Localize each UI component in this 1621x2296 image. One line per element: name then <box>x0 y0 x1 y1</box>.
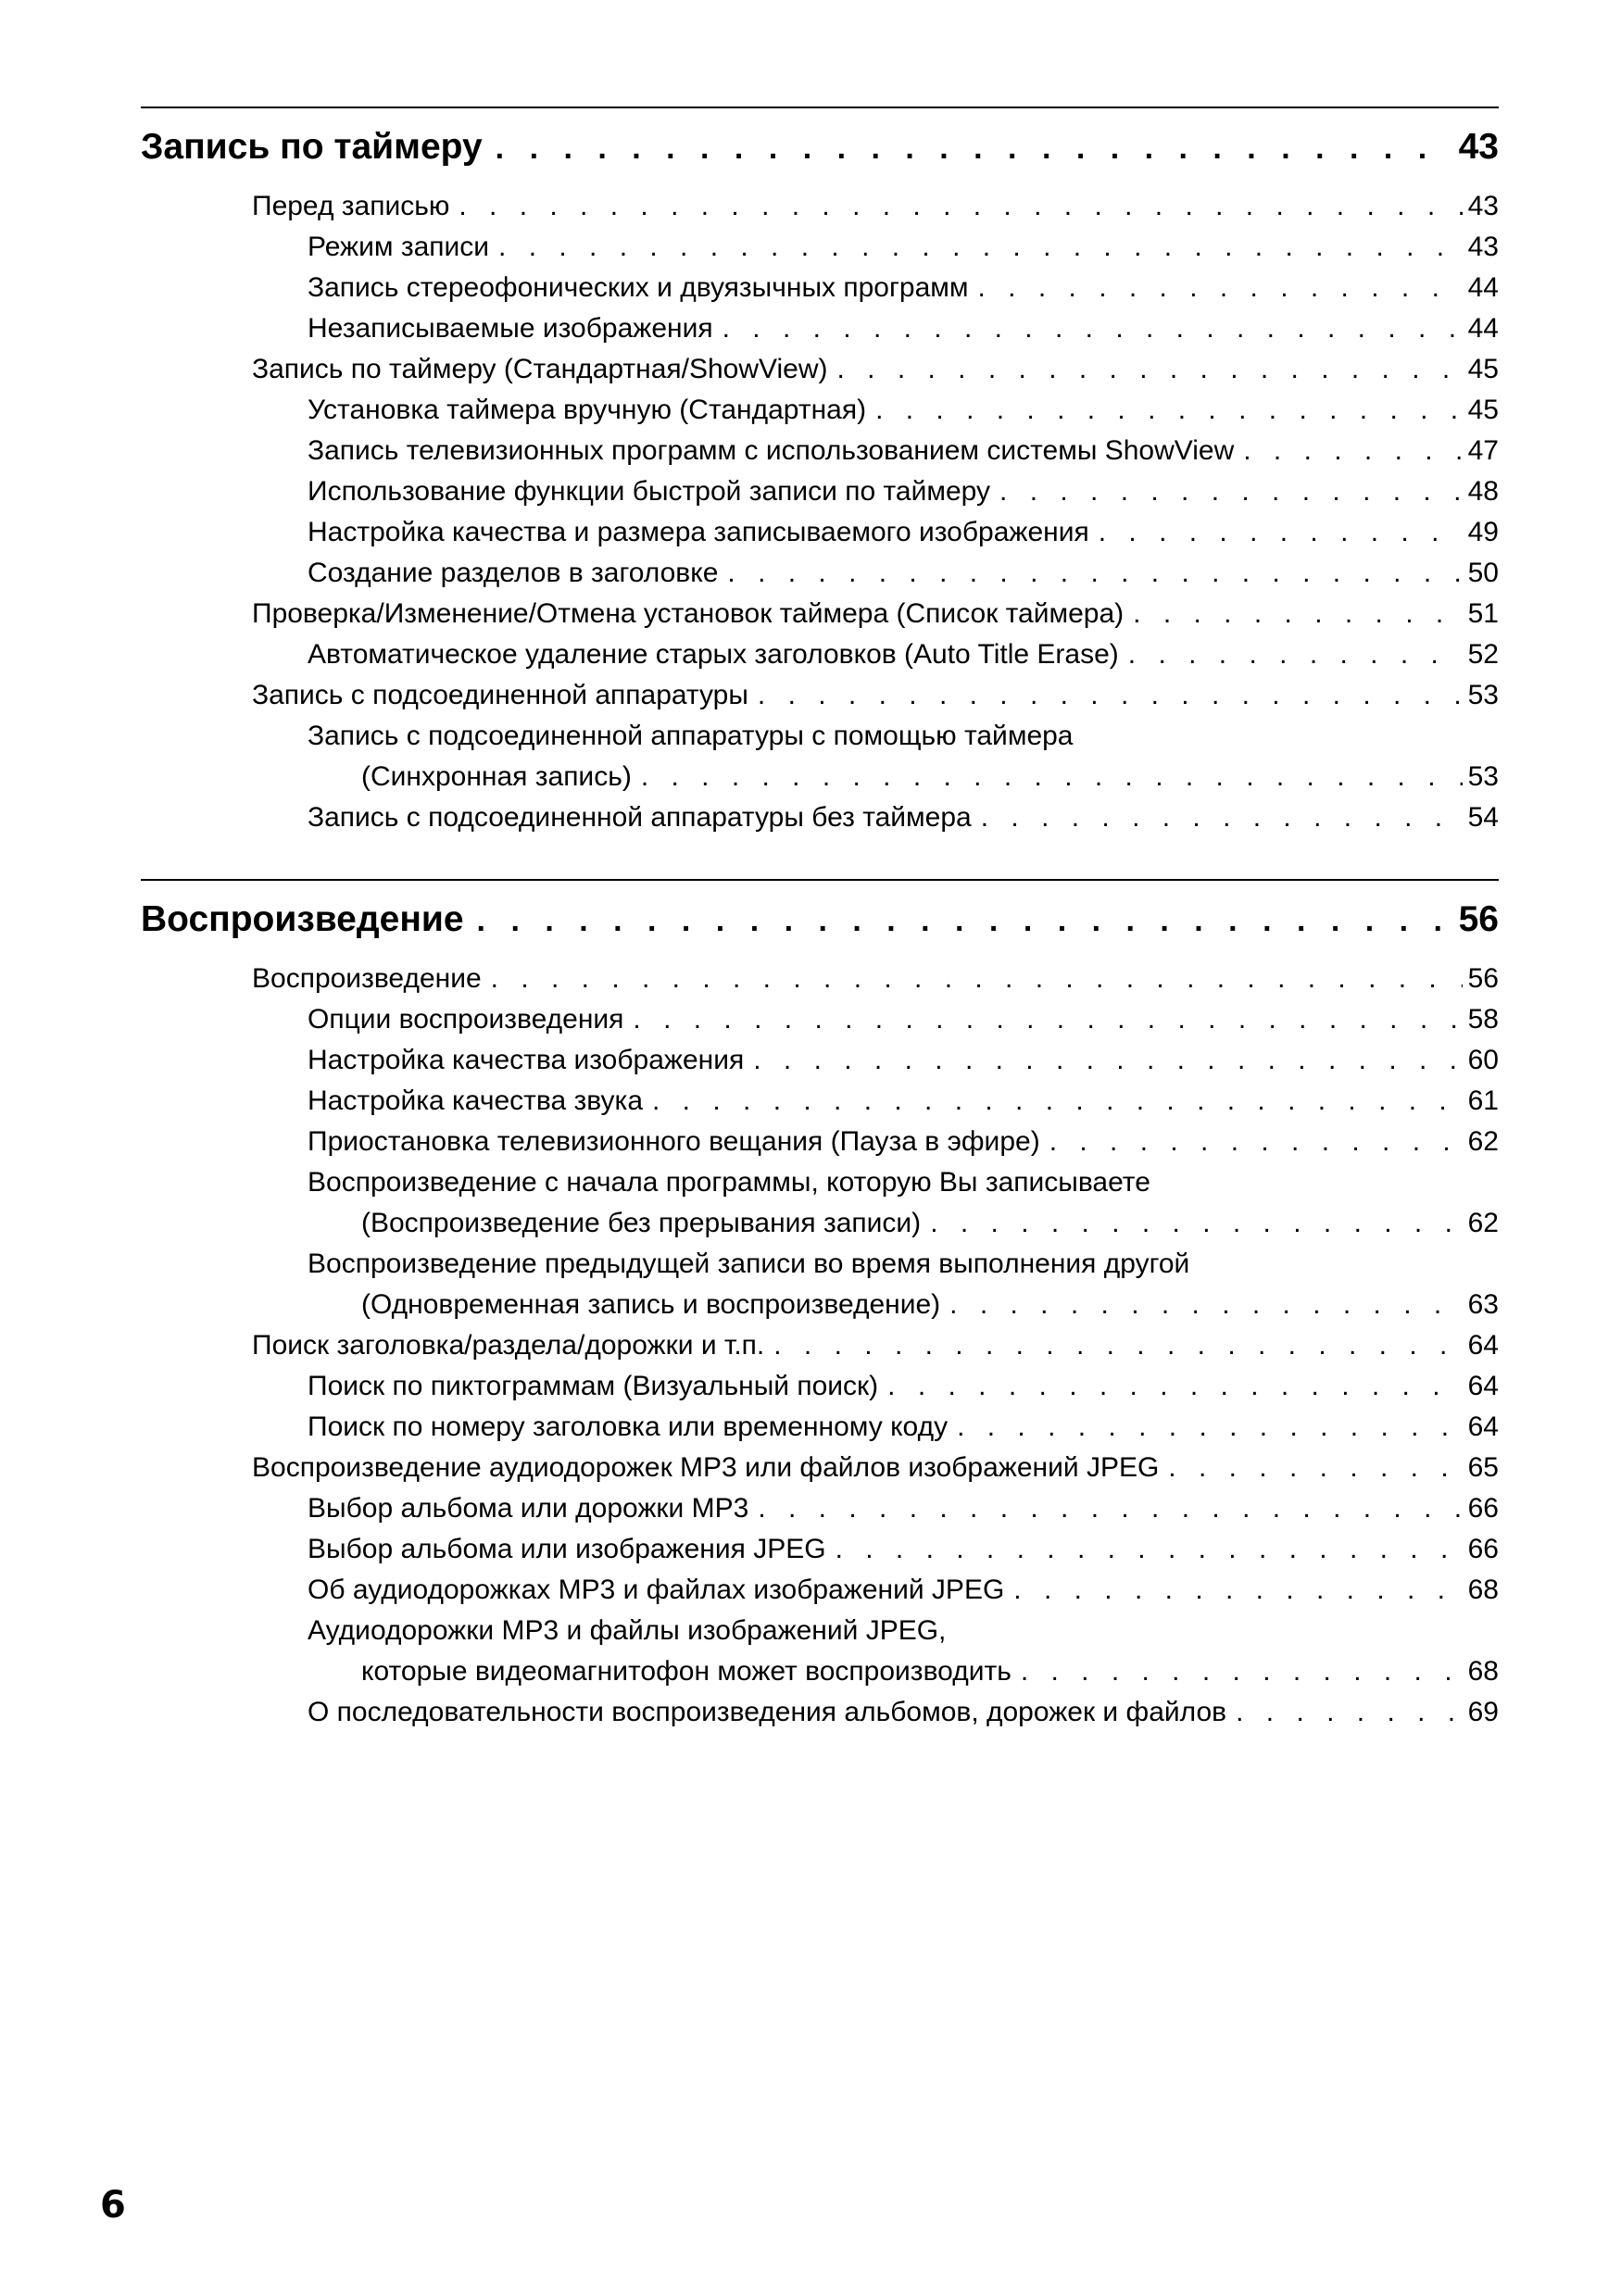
toc-entry-page: 44 <box>1467 272 1499 303</box>
toc-entry[interactable] <box>141 999 1499 1040</box>
toc-entry-page: 52 <box>1467 639 1499 670</box>
toc-entry-page: 66 <box>1467 1493 1499 1524</box>
toc-entry[interactable] <box>141 1081 1499 1122</box>
dot-leader <box>875 390 1463 431</box>
dot-leader <box>496 109 1446 187</box>
dot-leader <box>652 1081 1463 1122</box>
dot-leader <box>1236 1692 1463 1733</box>
toc-entry-title: Выбор альбома или дорожки MP3 <box>308 1493 749 1524</box>
toc-entry[interactable] <box>141 512 1499 553</box>
dot-leader <box>930 1203 1462 1244</box>
toc-entry-page: 62 <box>1467 1208 1499 1238</box>
toc-entry-title: (Воспроизведение без прерывания записи) <box>361 1208 922 1238</box>
toc-section <box>141 107 1499 838</box>
toc-entry[interactable] <box>141 757 1499 797</box>
dot-leader <box>491 959 1463 999</box>
toc-entry[interactable] <box>141 1366 1499 1407</box>
toc-entry[interactable] <box>141 1040 1499 1081</box>
toc-entry-page: 69 <box>1467 1697 1499 1727</box>
toc-entry-page: 45 <box>1467 395 1499 425</box>
toc-entry[interactable] <box>141 594 1499 634</box>
toc-section-heading[interactable] <box>141 108 1499 186</box>
toc-entry[interactable] <box>141 716 1499 757</box>
toc-entry-title: Проверка/Изменение/Отмена установок таймера (Список таймера) <box>252 598 1125 629</box>
toc-entry[interactable] <box>141 1122 1499 1162</box>
toc-entry[interactable] <box>141 553 1499 594</box>
toc-entry[interactable] <box>141 1611 1499 1651</box>
toc-section-title: Воспроизведение <box>141 899 464 939</box>
toc-entry-title: Об аудиодорожках MP3 и файлах изображений JPEG <box>308 1575 1005 1605</box>
toc-entry[interactable] <box>141 1203 1499 1244</box>
toc-entry-title: Запись с подсоединенной аппаратуры с помощью таймера <box>308 721 1074 751</box>
toc-entry-title: Аудиодорожки MP3 и файлы изображений JPEG, <box>308 1615 947 1646</box>
toc-entry-page: 64 <box>1467 1411 1499 1442</box>
toc-entry-page: 60 <box>1467 1045 1499 1075</box>
table-of-contents <box>141 107 1499 1733</box>
toc-entry[interactable] <box>141 675 1499 716</box>
toc-entry-page: 68 <box>1467 1656 1499 1687</box>
toc-entry-list <box>141 959 1499 1733</box>
dot-leader <box>477 882 1446 960</box>
toc-entry-page: 53 <box>1467 761 1499 792</box>
toc-entry-page: 48 <box>1467 476 1499 507</box>
dot-leader <box>1168 1448 1462 1488</box>
dot-leader <box>949 1285 1462 1325</box>
toc-entry-page: 61 <box>1467 1085 1499 1116</box>
dot-leader <box>773 1325 1462 1366</box>
dot-leader <box>837 349 1463 390</box>
toc-entry[interactable] <box>141 1244 1499 1285</box>
toc-entry[interactable] <box>141 1325 1499 1366</box>
dot-leader <box>981 797 1463 838</box>
toc-entry-title: Воспроизведение аудиодорожек MP3 или файлов изображений JPEG <box>252 1452 1160 1483</box>
toc-entry-title: Воспроизведение <box>252 963 482 994</box>
toc-entry-title: Запись по таймеру (Стандартная/ShowView) <box>252 354 828 384</box>
toc-entry[interactable] <box>141 186 1499 227</box>
toc-entry-page: 64 <box>1467 1371 1499 1401</box>
dot-leader <box>498 227 1463 268</box>
toc-entry-list <box>141 186 1499 838</box>
toc-section <box>141 879 1499 1733</box>
toc-entry-page: 66 <box>1467 1534 1499 1564</box>
toc-entry-page: 50 <box>1467 558 1499 588</box>
dot-leader <box>1243 431 1462 471</box>
dot-leader <box>999 471 1463 512</box>
toc-entry-title: Запись с подсоединенной аппаратуры без таймера <box>308 802 972 833</box>
toc-entry[interactable] <box>141 1407 1499 1448</box>
dot-leader <box>1049 1122 1463 1162</box>
toc-entry[interactable] <box>141 227 1499 268</box>
dot-leader <box>1013 1570 1462 1611</box>
toc-entry-page: 43 <box>1467 191 1499 221</box>
dot-leader <box>978 268 1463 308</box>
dot-leader <box>758 675 1463 716</box>
toc-entry-title: Установка таймера вручную (Стандартная) <box>308 395 867 425</box>
dot-leader <box>633 999 1462 1040</box>
toc-entry[interactable] <box>141 1162 1499 1203</box>
toc-entry[interactable] <box>141 431 1499 471</box>
toc-entry-title: Запись с подсоединенной аппаратуры <box>252 680 748 710</box>
toc-entry-page: 64 <box>1467 1330 1499 1361</box>
toc-entry-page: 54 <box>1467 802 1499 833</box>
dot-leader <box>727 553 1462 594</box>
dot-leader <box>957 1407 1463 1448</box>
toc-entry-title: Воспроизведение предыдущей записи во время выполнения другой <box>308 1248 1190 1279</box>
dot-leader <box>1099 512 1463 553</box>
dot-leader <box>758 1488 1462 1529</box>
toc-section-page: 56 <box>1458 899 1499 939</box>
toc-entry-title: Запись стереофонических и двуязычных программ <box>308 272 969 303</box>
toc-entry-page: 58 <box>1467 1004 1499 1035</box>
toc-entry-title: Незаписываемые изображения <box>308 313 713 344</box>
toc-section-heading[interactable] <box>141 881 1499 959</box>
dot-leader <box>887 1366 1462 1407</box>
dot-leader <box>723 308 1463 349</box>
dot-leader <box>641 757 1463 797</box>
toc-entry-page: 56 <box>1467 963 1499 994</box>
toc-entry-title: Воспроизведение с начала программы, которую Вы записываете <box>308 1167 1150 1198</box>
toc-entry-title: Опции воспроизведения <box>308 1004 624 1035</box>
toc-entry-title: Поиск по номеру заголовка или временному коду <box>308 1411 949 1442</box>
toc-entry-title: Запись телевизионных программ с использованием системы ShowView <box>308 435 1235 466</box>
toc-entry[interactable] <box>141 1570 1499 1611</box>
toc-entry-title: (Синхронная запись) <box>361 761 632 792</box>
toc-section-title: Запись по таймеру <box>141 127 483 167</box>
toc-entry-title: Приостановка телевизионного вещания (Пауза в эфире) <box>308 1126 1040 1157</box>
toc-entry-page: 47 <box>1467 435 1499 466</box>
toc-entry[interactable] <box>141 797 1499 838</box>
toc-entry[interactable] <box>141 390 1499 431</box>
toc-entry[interactable] <box>141 349 1499 390</box>
toc-entry-title: О последовательности воспроизведения альбомов, дорожек и файлов <box>308 1697 1227 1727</box>
toc-entry[interactable] <box>141 308 1499 349</box>
toc-entry-page: 43 <box>1467 232 1499 262</box>
toc-entry-title: Создание разделов в заголовке <box>308 558 719 588</box>
toc-entry-page: 68 <box>1467 1575 1499 1605</box>
dot-leader <box>836 1529 1463 1570</box>
toc-entry-title: Настройка качества и размера записываемого изображения <box>308 517 1089 547</box>
toc-entry-title: Использование функции быстрой записи по таймеру <box>308 476 991 507</box>
toc-entry-title: Поиск заголовка/раздела/дорожки и т.п. <box>252 1330 765 1361</box>
toc-entry-title: Поиск по пиктограммам (Визуальный поиск) <box>308 1371 879 1401</box>
toc-entry-title: Режим записи <box>308 232 490 262</box>
dot-leader <box>1128 634 1463 675</box>
toc-entry[interactable] <box>141 634 1499 675</box>
toc-entry-page: 49 <box>1467 517 1499 547</box>
toc-entry-page: 65 <box>1467 1452 1499 1483</box>
toc-entry[interactable] <box>141 1692 1499 1733</box>
toc-entry-page: 53 <box>1467 680 1499 710</box>
toc-entry[interactable] <box>141 1651 1499 1692</box>
toc-entry-page: 51 <box>1467 598 1499 629</box>
toc-entry-title: которые видеомагнитофон может воспроизводить <box>361 1656 1012 1687</box>
dot-leader <box>1133 594 1462 634</box>
toc-entry[interactable] <box>141 959 1499 999</box>
toc-entry-title: Автоматическое удаление старых заголовков (Auto Title Erase) <box>308 639 1119 670</box>
toc-entry-title: Настройка качества звука <box>308 1085 644 1116</box>
toc-entry-page: 45 <box>1467 354 1499 384</box>
toc-entry-title: Перед записью <box>252 191 450 221</box>
toc-entry-page: 62 <box>1467 1126 1499 1157</box>
toc-entry-page: 63 <box>1467 1289 1499 1320</box>
toc-entry-title: Настройка качества изображения <box>308 1045 745 1075</box>
toc-entry-title: Выбор альбома или изображения JPEG <box>308 1534 826 1564</box>
toc-section-page: 43 <box>1458 127 1499 167</box>
dot-leader <box>753 1040 1462 1081</box>
dot-leader <box>1021 1651 1463 1692</box>
toc-entry[interactable] <box>141 1529 1499 1570</box>
toc-entry[interactable] <box>141 1285 1499 1325</box>
toc-entry[interactable] <box>141 1488 1499 1529</box>
page-number: 6 <box>100 2184 126 2227</box>
toc-entry[interactable] <box>141 1448 1499 1488</box>
toc-entry[interactable] <box>141 268 1499 308</box>
dot-leader <box>459 186 1462 227</box>
toc-entry-page: 44 <box>1467 313 1499 344</box>
toc-entry-title: (Одновременная запись и воспроизведение) <box>361 1289 941 1320</box>
toc-entry[interactable] <box>141 471 1499 512</box>
